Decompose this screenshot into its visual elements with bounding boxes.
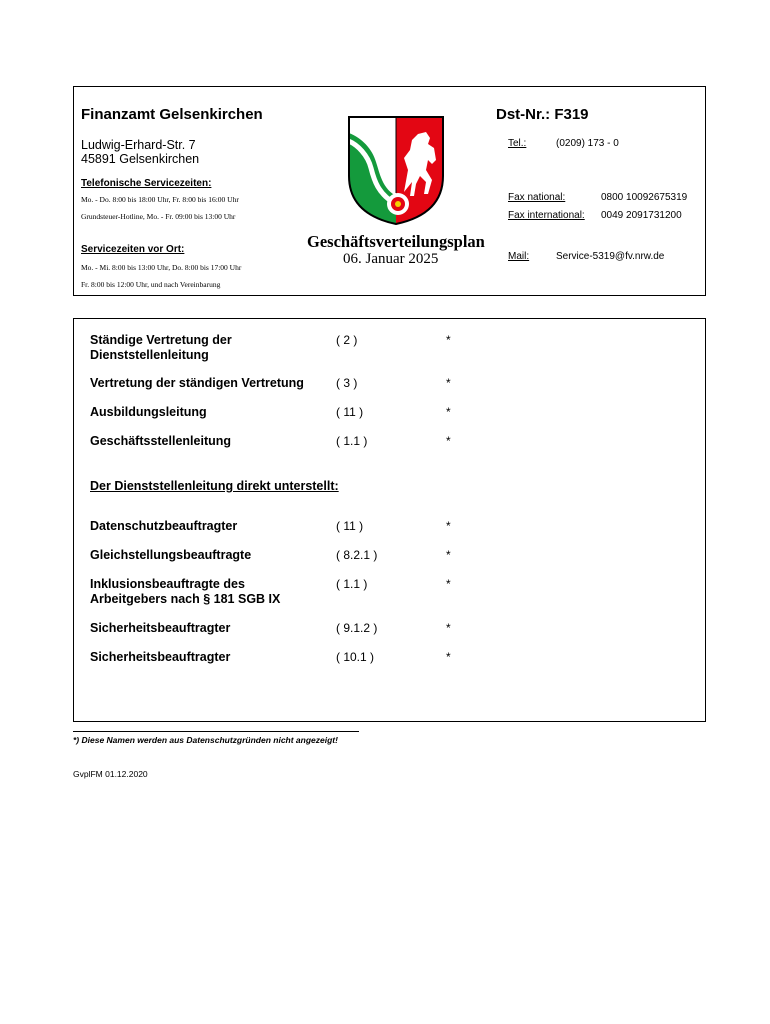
row-code: ( 11 ) (336, 405, 364, 419)
row-label: Geschäftsstellenleitung (90, 434, 232, 448)
phone-hours-title: Telefonische Servicezeiten: (81, 178, 212, 189)
contact-fax-national-label: Fax national: (508, 192, 566, 203)
row-star: * (446, 650, 451, 664)
row-star: * (446, 621, 451, 635)
row-star: * (446, 376, 451, 390)
row-star: * (446, 548, 451, 562)
contact-tel-value: (0209) 173 - 0 (556, 138, 619, 149)
footnote: *) Diese Namen werden aus Datenschutzgründen nicht angezeigt! (73, 735, 338, 745)
row-star: * (446, 333, 451, 347)
plan-title: Geschäftsverteilungsplan (307, 232, 485, 251)
footer-code: GvplFM 01.12.2020 (73, 769, 148, 779)
phone-hours-line-1: Mo. - Do. 8:00 bis 18:00 Uhr, Fr. 8:00 bis 16:00 Uhr (81, 195, 239, 204)
row-star: * (446, 519, 451, 533)
row-code: ( 2 ) (336, 333, 358, 347)
address-street: Ludwig-Erhard-Str. 7 (81, 138, 196, 152)
row-label: Ausbildungsleitung (90, 405, 207, 419)
office-name: Finanzamt Gelsenkirchen (81, 106, 263, 123)
contact-fax-international-label: Fax international: (508, 210, 585, 221)
row-label: Gleichstellungsbeauftragte (90, 548, 252, 562)
dst-number: Dst-Nr.: F319 (496, 106, 589, 123)
phone-hours-line-2: Grundsteuer-Hotline, Mo. - Fr. 09:00 bis 13:00 Uhr (81, 212, 236, 221)
contact-fax-national-value: 0800 10092675319 (601, 192, 688, 203)
nrw-coat-of-arms-icon (346, 114, 446, 226)
onsite-hours-line-1: Mo. - Mi. 8:00 bis 13:00 Uhr, Do. 8:00 bis 17:00 Uhr (81, 263, 242, 272)
row-code: ( 1.1 ) (336, 434, 368, 448)
row-label: Vertretung der ständigen Vertretung (90, 376, 304, 390)
section-heading: Der Dienststellenleitung direkt unterstellt: (90, 479, 339, 493)
row-code: ( 10.1 ) (336, 650, 375, 664)
row-code: ( 3 ) (336, 376, 358, 390)
row-code: ( 9.1.2 ) (336, 621, 378, 635)
address-city: 45891 Gelsenkirchen (81, 152, 200, 166)
contact-fax-international-value: 0049 2091731200 (601, 210, 682, 221)
plan-date: 06. Januar 2025 (343, 251, 439, 267)
row-star: * (446, 434, 451, 448)
row-label: Inklusionsbeauftragte des Arbeitgebers nach § 181 SGB IX (90, 577, 281, 606)
contact-mail-value: Service-5319@fv.nrw.de (556, 251, 665, 262)
row-code: ( 11 ) (336, 519, 364, 533)
contact-mail-label: Mail: (508, 251, 530, 262)
row-star: * (446, 577, 451, 591)
onsite-hours-line-2: Fr. 8:00 bis 12:00 Uhr, und nach Vereinbarung (81, 280, 221, 289)
contact-tel-label: Tel.: (508, 138, 527, 149)
row-label: Sicherheitsbeauftragter (90, 621, 231, 635)
row-label: Ständige Vertretung der Dienststellenleitung (90, 333, 232, 362)
onsite-hours-title: Servicezeiten vor Ort: (81, 244, 185, 255)
row-code: ( 1.1 ) (336, 577, 368, 591)
row-star: * (446, 405, 451, 419)
footnote-rule (73, 731, 359, 732)
row-label: Datenschutzbeauftragter (90, 519, 238, 533)
row-code: ( 8.2.1 ) (336, 548, 378, 562)
row-label: Sicherheitsbeauftragter (90, 650, 231, 664)
